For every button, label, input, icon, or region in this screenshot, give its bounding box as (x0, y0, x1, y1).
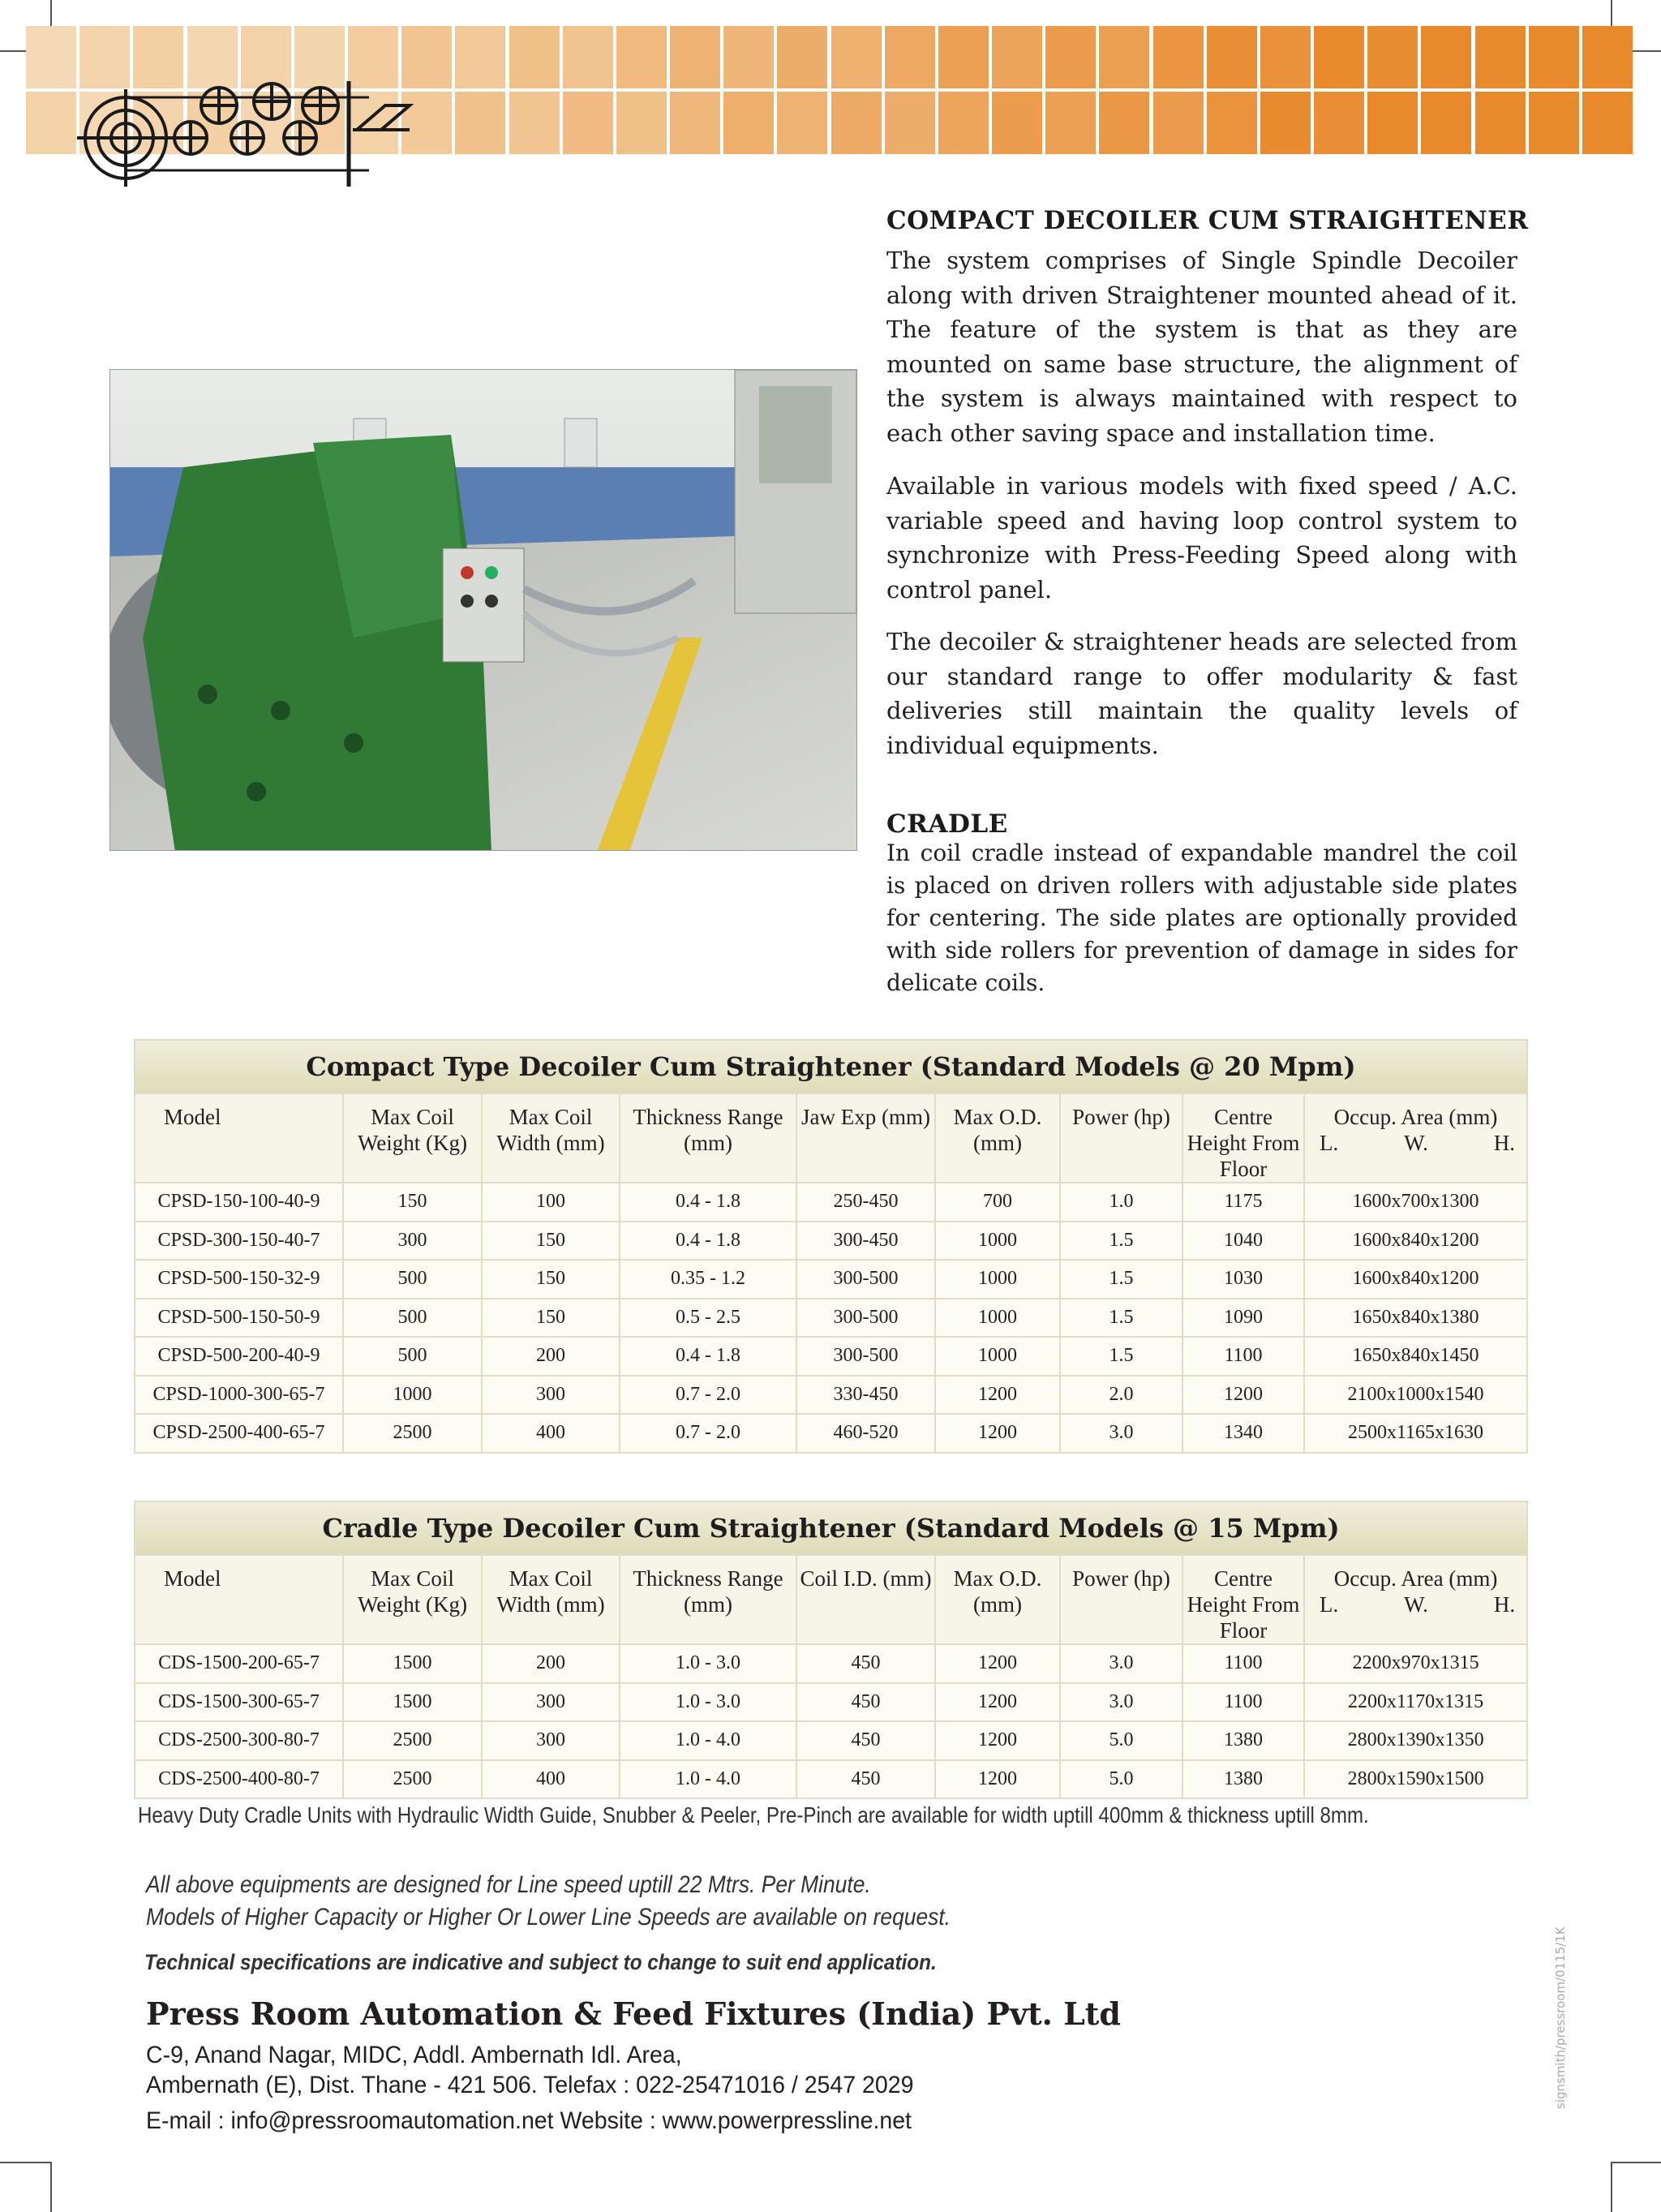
table-cell: 1650x840x1380 (1304, 1299, 1527, 1338)
model-cell: CPSD-500-150-32-9 (135, 1260, 343, 1299)
table-cell: 2100x1000x1540 (1304, 1376, 1527, 1415)
table-cell: 300-500 (796, 1337, 935, 1376)
table-cell: 150 (482, 1260, 620, 1299)
banner-tile (1153, 92, 1204, 154)
table-cell: 1100 (1182, 1683, 1304, 1722)
occupied-area-label: Occup. Area (mm) (1333, 1566, 1498, 1591)
company-contact: E-mail : info@pressroomautomation.net Website : www.powerpressline.net (146, 2107, 912, 2134)
column-header: Model (135, 1093, 343, 1183)
banner-tile (723, 92, 774, 154)
banner-tile (885, 26, 935, 88)
table-row (135, 1721, 1527, 1760)
table-row (135, 1644, 1527, 1683)
banner-tile (26, 92, 76, 154)
model-cell: CPSD-500-200-40-9 (135, 1337, 343, 1376)
model-cell: CDS-2500-300-80-7 (135, 1721, 343, 1760)
column-header (1304, 1093, 1527, 1183)
sub-header: W. (1404, 1131, 1428, 1155)
table-cell: 200 (482, 1337, 620, 1376)
table-cell: 1200 (935, 1414, 1060, 1453)
table-cell: 330-450 (796, 1376, 935, 1415)
column-header: Power (hp) (1060, 1093, 1182, 1183)
banner-tile (1207, 26, 1257, 88)
table-cell: 500 (343, 1299, 482, 1338)
banner-tile (1582, 92, 1633, 154)
column-header: Max Coil Weight (Kg) (343, 1555, 482, 1644)
table-cell: 1.5 (1060, 1337, 1182, 1376)
table-row (135, 1683, 1527, 1722)
cradle-models-table (134, 1501, 1528, 1799)
column-header: Max O.D.(mm) (935, 1555, 1060, 1644)
table-cell: 0.7 - 2.0 (620, 1376, 796, 1415)
table-body (135, 1183, 1527, 1453)
table-cell: 2500 (343, 1721, 482, 1760)
sub-header: L. (1320, 1131, 1339, 1155)
compact-models-table (134, 1039, 1528, 1454)
table-cell: 1650x840x1450 (1304, 1337, 1527, 1376)
table-cell: 300 (482, 1683, 620, 1722)
table-cell: 300-450 (796, 1222, 935, 1261)
capacity-note: Models of Higher Capacity or Higher Or Lower Line Speeds are available on request. (146, 1904, 951, 1931)
table-row (135, 1414, 1527, 1453)
banner-tile (1367, 26, 1418, 88)
banner-tile (455, 92, 505, 154)
table-title: Compact Type Decoiler Cum Straightener (Standard Models @ 20 Mpm) (135, 1040, 1527, 1093)
table-cell: 5.0 (1060, 1721, 1182, 1760)
paragraph: The decoiler & straightener heads are selected from our standard range to offer modularity & fast deliveries still maintain the quality levels of individual equipments. (886, 628, 1517, 759)
paragraph: The system comprises of Single Spindle Decoiler along with driven Straightener mounted ahead of it. The feature of the system is that as they are mounted on same base structure, the alignment of the system is always maintained with respect to each other saving space and installation time. (886, 247, 1517, 447)
table-cell: 1040 (1182, 1222, 1304, 1261)
table-cell: 460-520 (796, 1414, 935, 1453)
occupied-area-label: Occup. Area (mm) (1333, 1105, 1498, 1129)
section-title-cradle: CRADLE (886, 810, 1008, 839)
table-cell: 1200 (935, 1721, 1060, 1760)
table-cell: 700 (935, 1183, 1060, 1222)
table-cell: 1.0 - 3.0 (620, 1683, 796, 1722)
column-header: Centre Height From Floor (1182, 1555, 1304, 1644)
banner-tile (992, 26, 1042, 88)
table-cell: 300 (343, 1222, 482, 1261)
table-cell: 500 (343, 1260, 482, 1299)
banner-tile (616, 26, 667, 88)
banner-tile (1099, 92, 1149, 154)
table-cell: 1200 (935, 1760, 1060, 1799)
table-body (135, 1644, 1527, 1798)
occupied-area-subheaders (1305, 1130, 1526, 1156)
column-header: Thickness Range (mm) (620, 1093, 796, 1183)
table-cell: 3.0 (1060, 1414, 1182, 1453)
banner-tile (885, 92, 935, 154)
banner-tile (1260, 26, 1311, 88)
table-cell: 0.7 - 2.0 (620, 1414, 796, 1453)
heavy-duty-note: Heavy Duty Cradle Units with Hydraulic Width Guide, Snubber & Peeler, Pre-Pinch are available for width uptill 400mm & thickness uptill 8mm. (138, 1802, 1369, 1828)
table-cell: 300 (482, 1376, 620, 1415)
banner-tile (1099, 26, 1149, 88)
table-cell: 1000 (343, 1376, 482, 1415)
model-cell: CDS-1500-200-65-7 (135, 1644, 343, 1683)
sub-header: L. (1320, 1592, 1339, 1617)
column-header: Max O.D.(mm) (935, 1093, 1060, 1183)
table-cell: 1000 (935, 1260, 1060, 1299)
table-cell: 2800x1590x1500 (1304, 1760, 1527, 1799)
banner-tile (777, 92, 827, 154)
banner-tile (455, 26, 505, 88)
table-cell: 1600x700x1300 (1304, 1183, 1527, 1222)
table-cell: 3.0 (1060, 1644, 1182, 1683)
table-cell: 1000 (935, 1337, 1060, 1376)
line-speed-note: All above equipments are designed for Line speed uptill 22 Mtrs. Per Minute. (146, 1871, 871, 1898)
table-cell: 2200x1170x1315 (1304, 1683, 1527, 1722)
column-header: Model (135, 1555, 343, 1644)
banner-tile (1421, 92, 1471, 154)
table-cell: 450 (796, 1644, 935, 1683)
model-cell: CDS-1500-300-65-7 (135, 1683, 343, 1722)
rollers-logo-icon (77, 49, 418, 187)
model-cell: CPSD-300-150-40-7 (135, 1222, 343, 1261)
crop-mark (1611, 2162, 1661, 2163)
banner-tile (1367, 92, 1418, 154)
table-cell: 0.4 - 1.8 (620, 1183, 796, 1222)
model-cell: CPSD-1000-300-65-7 (135, 1376, 343, 1415)
print-job-code: signsmith/pressroom/0115/1K (1553, 1926, 1568, 2109)
banner-tile (938, 92, 989, 154)
banner-tile (1582, 26, 1633, 88)
table-cell: 400 (482, 1414, 620, 1453)
sub-header: H. (1493, 1131, 1515, 1155)
table-row (135, 1260, 1527, 1299)
table-cell: 1200 (935, 1376, 1060, 1415)
table-cell: 1.0 (1060, 1183, 1182, 1222)
table-cell: 1200 (935, 1644, 1060, 1683)
table-cell: 1030 (1182, 1260, 1304, 1299)
column-header: Max Coil Width (mm) (482, 1093, 620, 1183)
column-header: Jaw Exp (mm) (796, 1093, 935, 1183)
table-cell: 150 (482, 1299, 620, 1338)
table-cell: 2500x1165x1630 (1304, 1414, 1527, 1453)
column-header: Centre Height From Floor (1182, 1093, 1304, 1183)
column-header: Power (hp) (1060, 1555, 1182, 1644)
banner-tile (1314, 92, 1364, 154)
table-cell: 1.5 (1060, 1299, 1182, 1338)
table-cell: 250-450 (796, 1183, 935, 1222)
table-cell: 100 (482, 1183, 620, 1222)
table-cell: 400 (482, 1760, 620, 1799)
table-cell: 1600x840x1200 (1304, 1222, 1527, 1261)
table-cell: 300 (482, 1721, 620, 1760)
table-cell: 0.35 - 1.2 (620, 1260, 796, 1299)
table-cell: 150 (482, 1222, 620, 1261)
table-cell: 1.5 (1060, 1260, 1182, 1299)
table-cell: 1.0 - 4.0 (620, 1760, 796, 1799)
table-cell: 1000 (935, 1299, 1060, 1338)
sub-header: H. (1493, 1592, 1516, 1617)
company-address: C-9, Anand Nagar, MIDC, Addl. Ambernath Idl. Area, (146, 2042, 682, 2068)
crop-mark (0, 2162, 50, 2163)
banner-tile (1529, 92, 1579, 154)
company-name: Press Room Automation & Feed Fixtures (India) Pvt. Ltd (146, 1995, 1121, 2032)
banner-tile (1475, 92, 1526, 154)
table-cell: 1.0 - 4.0 (620, 1721, 796, 1760)
banner-tile (1153, 26, 1204, 88)
column-header: Coil I.D. (mm) (796, 1555, 935, 1644)
sub-header: W. (1404, 1592, 1428, 1617)
table-cell: 2500 (343, 1760, 482, 1799)
crop-mark (50, 2162, 52, 2212)
model-cell: CDS-2500-400-80-7 (135, 1760, 343, 1799)
column-header: Max Coil Weight (Kg) (343, 1093, 482, 1183)
table-cell: 1500 (343, 1683, 482, 1722)
banner-tile (1475, 26, 1526, 88)
table-cell: 1090 (1182, 1299, 1304, 1338)
banner-tile (670, 26, 720, 88)
table-cell: 300-500 (796, 1260, 935, 1299)
banner-tile (670, 92, 720, 154)
column-header: Max Coil Width (mm) (482, 1555, 620, 1644)
banner-tile (26, 26, 76, 88)
column-header (1304, 1555, 1527, 1644)
table-cell: 2500 (343, 1414, 482, 1453)
table-cell: 1340 (1182, 1414, 1304, 1453)
banner-tile (509, 92, 560, 154)
banner-tile (616, 92, 667, 154)
table-cell: 450 (796, 1721, 935, 1760)
table-cell: 1600x840x1200 (1304, 1260, 1527, 1299)
banner-tile (992, 92, 1042, 154)
table-cell: 1380 (1182, 1760, 1304, 1799)
paragraph: In coil cradle instead of expandable mandrel the coil is placed on driven rollers with adjustable side plates for centering. The side plates are optionally provided with side rollers for prevention of damage in sides for delicate coils. (886, 840, 1517, 996)
column-header: Thickness Range (mm) (620, 1555, 796, 1644)
table-cell: 1.5 (1060, 1222, 1182, 1261)
table-title: Cradle Type Decoiler Cum Straightener (Standard Models @ 15 Mpm) (135, 1501, 1527, 1555)
table-cell: 1100 (1182, 1337, 1304, 1376)
banner-tile (1045, 92, 1096, 154)
banner-tile (1207, 92, 1257, 154)
table-cell: 150 (343, 1183, 482, 1222)
model-cell: CPSD-500-150-50-9 (135, 1299, 343, 1338)
table-cell: 450 (796, 1683, 935, 1722)
table-cell: 200 (482, 1644, 620, 1683)
table-cell: 1380 (1182, 1721, 1304, 1760)
banner-tile (723, 26, 774, 88)
table-cell: 0.5 - 2.5 (620, 1299, 796, 1338)
table-cell: 3.0 (1060, 1683, 1182, 1722)
banner-tile (1421, 26, 1471, 88)
table-row (135, 1222, 1527, 1261)
table-cell: 1100 (1182, 1644, 1304, 1683)
company-address: Ambernath (E), Dist. Thane - 421 506. Telefax : 022-25471016 / 2547 2029 (146, 2072, 914, 2098)
table-cell: 500 (343, 1337, 482, 1376)
table-row (135, 1376, 1527, 1415)
table-row (135, 1337, 1527, 1376)
banner-tile (777, 26, 827, 88)
table-cell: 2800x1390x1350 (1304, 1721, 1527, 1760)
table-cell: 1200 (1182, 1376, 1304, 1415)
banner-tile (938, 26, 989, 88)
banner-tile (509, 26, 560, 88)
banner-tile (1314, 26, 1364, 88)
table-cell: 2200x970x1315 (1304, 1644, 1527, 1683)
banner-tile (831, 26, 882, 88)
banner-tile (831, 92, 882, 154)
table-cell: 1.0 - 3.0 (620, 1644, 796, 1683)
section-title-compact: COMPACT DECOILER CUM STRAIGHTENER (886, 206, 1529, 235)
table-cell: 1500 (343, 1644, 482, 1683)
table-cell: 2.0 (1060, 1376, 1182, 1415)
table-cell: 450 (796, 1760, 935, 1799)
banner-tile (1529, 26, 1579, 88)
model-cell: CPSD-150-100-40-9 (135, 1183, 343, 1222)
table-row (135, 1299, 1527, 1338)
crop-mark (1611, 2162, 1612, 2212)
table-cell: 1175 (1182, 1183, 1304, 1222)
banner-tile (563, 92, 613, 154)
paragraph: Available in various models with fixed speed / A.C. variable speed and having loop control system to synchronize with Press-Feeding Speed along with control panel. (886, 472, 1517, 603)
occupied-area-subheaders (1305, 1591, 1526, 1617)
table-row (135, 1183, 1527, 1222)
banner-tile (1045, 26, 1096, 88)
table-cell: 5.0 (1060, 1760, 1182, 1799)
table-cell: 0.4 - 1.8 (620, 1222, 796, 1261)
table-cell: 300-500 (796, 1299, 935, 1338)
disclaimer: Technical specifications are indicative and subject to change to suit end application. (144, 1950, 937, 1974)
table-cell: 1000 (935, 1222, 1060, 1261)
model-cell: CPSD-2500-400-65-7 (135, 1414, 343, 1453)
banner-tile (563, 26, 613, 88)
banner-tile (1260, 92, 1311, 154)
machine-photo (109, 369, 857, 851)
table-cell: 1200 (935, 1683, 1060, 1722)
table-cell: 0.4 - 1.8 (620, 1337, 796, 1376)
table-row (135, 1760, 1527, 1799)
